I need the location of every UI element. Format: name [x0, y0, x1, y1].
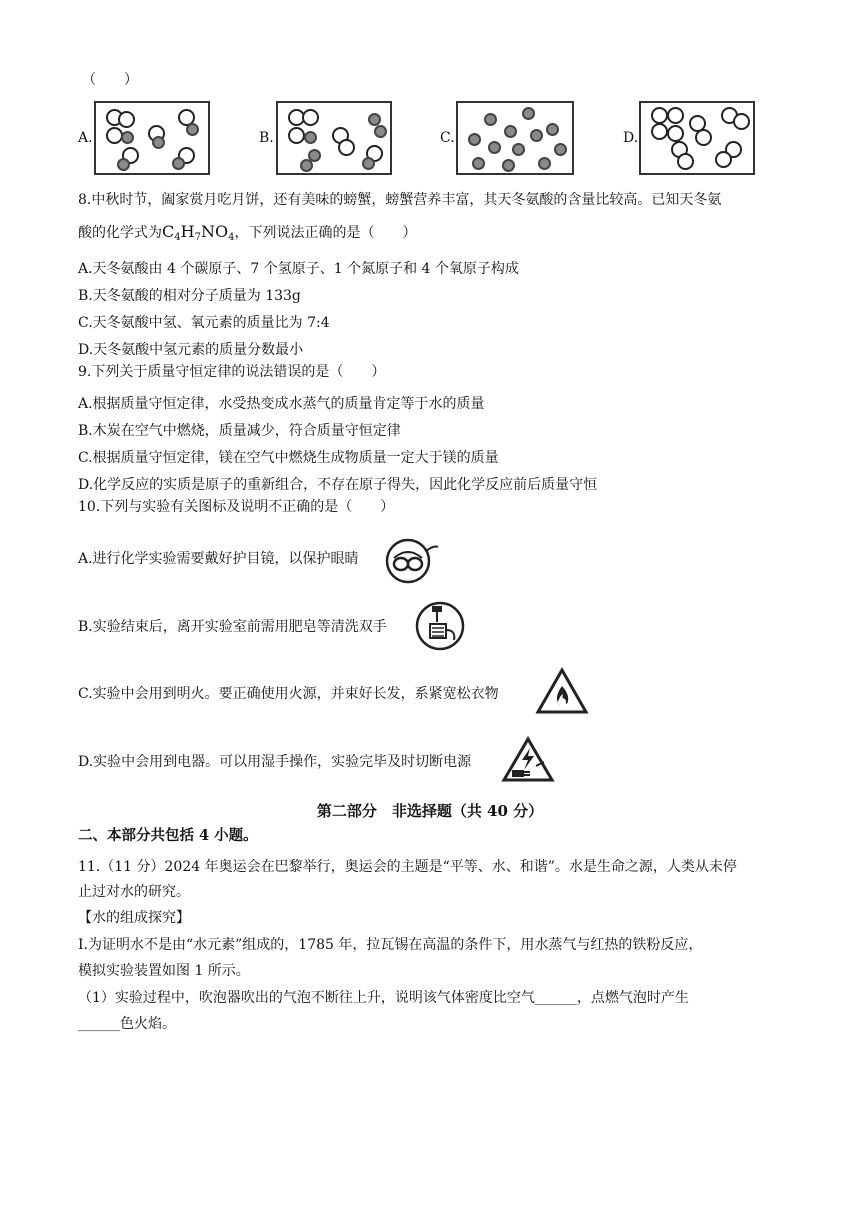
q10-option-b[interactable]: B.实验结束后，离开实验室前需用肥皂等清洗双手 — [78, 619, 387, 635]
q11-question1-line2: ______色火焰。 — [78, 1016, 176, 1032]
q8-stem-line2: 酸的化学式为$C_4H_7NO_4$，下列说法正确的是（ ） — [78, 222, 417, 243]
q9-option-c[interactable]: C.根据质量守恒定律，镁在空气中燃烧生成物质量一定大于镁的质量 — [78, 450, 499, 466]
q10-option-a[interactable]: A.进行化学实验需要戴好护目镜，以保护眼睛 — [78, 551, 359, 567]
q10-stem: 10.下列与实验有关图标及说明不正确的是（ ） — [78, 499, 395, 515]
q10-option-d[interactable]: D.实验中会用到电器。可以用湿手操作，实验完毕及时切断电源 — [78, 754, 472, 770]
q9-stem: 9.下列关于质量守恒定律的说法错误的是（ ） — [78, 364, 386, 380]
section-heading: 二、本部分共包括 4 小题。 — [78, 827, 258, 844]
q8-option-d[interactable]: D.天冬氨酸中氢元素的质量分数最小 — [78, 342, 304, 358]
q8-option-a[interactable]: A.天冬氨酸由 4 个碳原子、7 个氢原子、1 个氮原子和 4 个氧原子构成 — [78, 261, 519, 277]
q10-option-c[interactable]: C.实验中会用到明火。要正确使用火源，并束好长发，系紧宽松衣物 — [78, 686, 499, 702]
q11-stem-line1: 11.（11 分）2024 年奥运会在巴黎举行，奥运会的主题是“平等、水、和谐”。水是生命之源，人类从未停 — [78, 859, 737, 875]
q11-question1-line1: （1）实验过程中，吹泡器吹出的气泡不断往上升，说明该气体密度比空气______，点燃气泡时产生 — [78, 990, 689, 1006]
hand-washing-icon — [412, 600, 468, 652]
q7-option-d-diagram — [639, 101, 755, 175]
q7-option-c-label[interactable]: C. — [440, 130, 455, 146]
q9-option-b[interactable]: B.木炭在空气中燃烧，质量减少，符合质量守恒定律 — [78, 423, 401, 439]
open-flame-warning-icon — [534, 666, 590, 718]
q11-paragraph-line2: 模拟实验装置如图 1 所示。 — [78, 963, 250, 979]
q9-option-a[interactable]: A.根据质量守恒定律，水受热变成水蒸气的质量肯定等于水的质量 — [78, 396, 485, 412]
q11-subheading: 【水的组成探究】 — [78, 910, 190, 926]
q9-option-d[interactable]: D.化学反应的实质是原子的重新组合，不存在原子得失，因此化学反应前后质量守恒 — [78, 477, 598, 493]
q8-formula: $C_4H_7NO_4$ — [162, 222, 235, 243]
q8-stem-line1: 8.中秋时节，阖家赏月吃月饼，还有美味的螃蟹，螃蟹营养丰富，其天冬氨酸的含量比较高。已知天冬氨 — [78, 192, 722, 208]
q8-option-b[interactable]: B.天冬氨酸的相对分子质量为 133g — [78, 288, 301, 304]
q7-option-a-label[interactable]: A. — [78, 130, 93, 146]
q11-paragraph-line1: Ⅰ.为证明水不是由“水元素”组成的，1785 年，拉瓦锡在高温的条件下，用水蒸气与红热的铁粉反应， — [78, 937, 703, 953]
goggles-icon — [382, 536, 440, 586]
q8-option-c[interactable]: C.天冬氨酸中氢、氧元素的质量比为 7:4 — [78, 315, 330, 331]
q7-option-d-label[interactable]: D. — [623, 130, 639, 146]
q7-option-b-diagram — [276, 101, 392, 175]
q7-option-c-diagram — [456, 101, 574, 175]
electrical-hazard-icon — [500, 736, 556, 786]
part2-title: 第二部分 非选择题（共 40 分） — [316, 802, 544, 820]
q7-answer-paren: （ ） — [82, 72, 138, 88]
q11-stem-line2: 止过对水的研究。 — [78, 884, 190, 900]
q7-option-a-diagram — [94, 101, 210, 175]
q7-option-b-label[interactable]: B. — [259, 130, 274, 146]
